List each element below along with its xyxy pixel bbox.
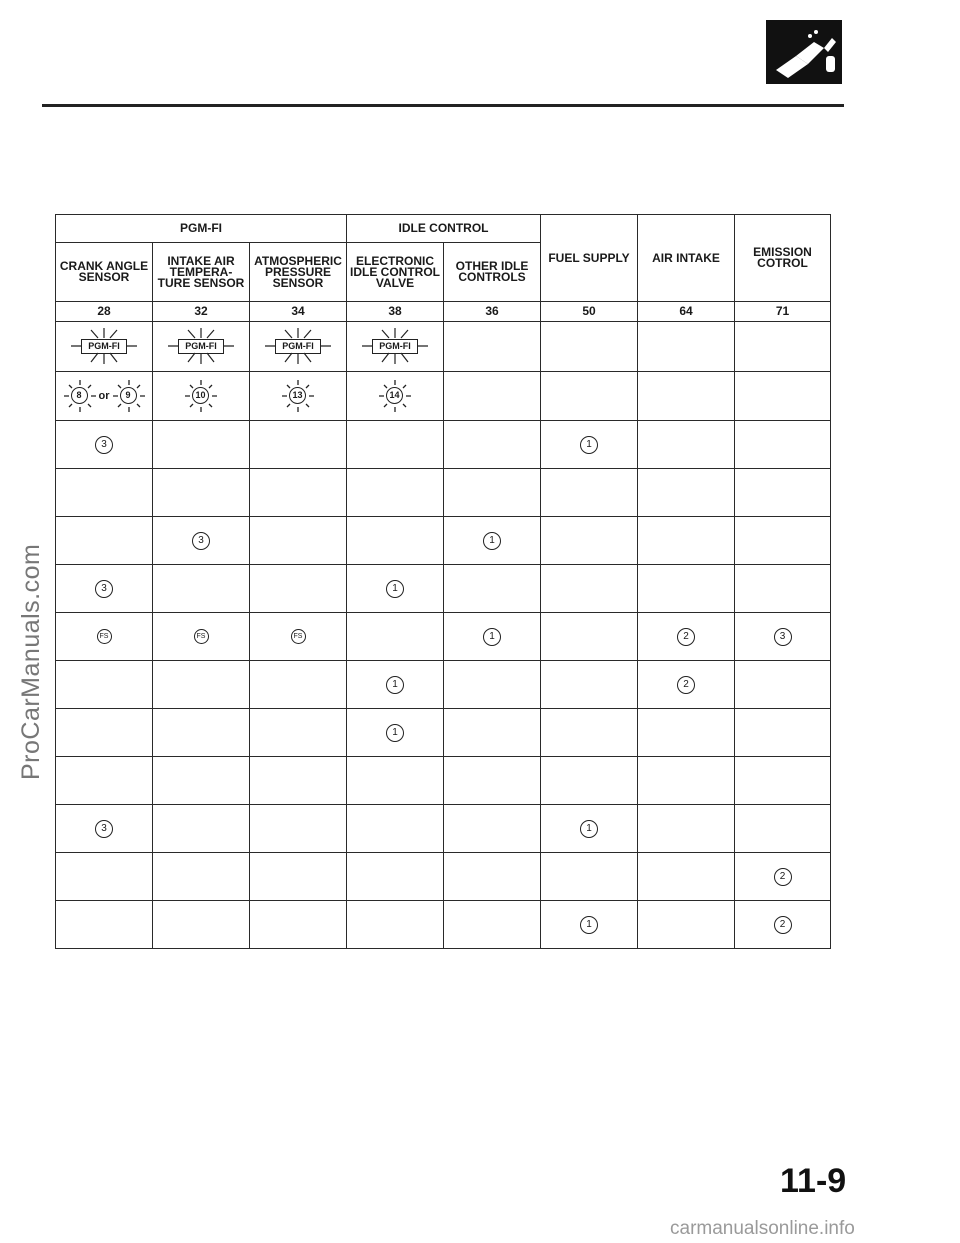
blink-code-icon: 13 bbox=[280, 378, 316, 414]
pgm-fi-indicator: PGM-FI bbox=[56, 322, 153, 372]
blink-code-icon: 9 bbox=[111, 378, 147, 414]
header-air-intake: AIR INTAKE bbox=[638, 215, 735, 302]
page-ref: 71 bbox=[735, 302, 831, 322]
troubleshooting-table bbox=[55, 214, 831, 949]
blink-code-icon: 10 bbox=[183, 378, 219, 414]
priority-1: 1 bbox=[386, 580, 404, 598]
blink-code-icon: 14 bbox=[377, 378, 413, 414]
page-ref: 64 bbox=[638, 302, 735, 322]
page-ref: 50 bbox=[541, 302, 638, 322]
priority-3: 3 bbox=[192, 532, 210, 550]
header-intake-air-temp-sensor: INTAKE AIR TEMPERA- TURE SENSOR bbox=[153, 243, 250, 302]
priority-3: 3 bbox=[95, 580, 113, 598]
priority-1: 1 bbox=[580, 820, 598, 838]
code-cell: 8 or 9 bbox=[56, 372, 153, 421]
fail-safe-mark: FS bbox=[194, 629, 209, 644]
page-ref: 28 bbox=[56, 302, 153, 322]
footer-url: carmanualsonline.info bbox=[670, 1218, 855, 1239]
priority-1: 1 bbox=[580, 436, 598, 454]
page-ref: 32 bbox=[153, 302, 250, 322]
priority-3: 3 bbox=[774, 628, 792, 646]
priority-1: 1 bbox=[386, 676, 404, 694]
header-atmospheric-pressure-sensor: ATMOSPHERIC PRESSURE SENSOR bbox=[250, 243, 347, 302]
priority-1: 1 bbox=[580, 916, 598, 934]
header-fuel-supply: FUEL SUPPLY bbox=[541, 215, 638, 302]
fuel-nozzle-icon bbox=[766, 20, 842, 84]
fail-safe-mark: FS bbox=[291, 629, 306, 644]
priority-3: 3 bbox=[95, 436, 113, 454]
watermark: ProCarManuals.com bbox=[17, 543, 45, 780]
pgm-fi-indicator: PGM-FI bbox=[347, 322, 444, 372]
code-cell bbox=[347, 372, 444, 421]
header-emission-control: EMISSION COTROL bbox=[735, 215, 831, 302]
priority-2: 2 bbox=[774, 868, 792, 886]
priority-2: 2 bbox=[677, 628, 695, 646]
code-cell bbox=[250, 372, 347, 421]
page-number: 11-9 bbox=[780, 1162, 847, 1200]
priority-1: 1 bbox=[483, 628, 501, 646]
header-pgm-fi: PGM-FI bbox=[56, 215, 347, 243]
header-rule bbox=[42, 104, 844, 107]
code-cell bbox=[153, 372, 250, 421]
header-electronic-idle-control-valve: ELECTRONIC IDLE CONTROL VALVE bbox=[347, 243, 444, 302]
blink-code-icon: 8 bbox=[62, 378, 98, 414]
priority-2: 2 bbox=[774, 916, 792, 934]
pgm-fi-indicator: PGM-FI bbox=[250, 322, 347, 372]
page-ref: 36 bbox=[444, 302, 541, 322]
pgm-fi-indicator: PGM-FI bbox=[153, 322, 250, 372]
fail-safe-mark: FS bbox=[97, 629, 112, 644]
priority-3: 3 bbox=[95, 820, 113, 838]
priority-1: 1 bbox=[386, 724, 404, 742]
header-other-idle-controls: OTHER IDLE CONTROLS bbox=[444, 243, 541, 302]
header-crank-angle-sensor: CRANK ANGLE SENSOR bbox=[56, 243, 153, 302]
header-idle-control: IDLE CONTROL bbox=[347, 215, 541, 243]
page-ref: 34 bbox=[250, 302, 347, 322]
priority-2: 2 bbox=[677, 676, 695, 694]
page-ref: 38 bbox=[347, 302, 444, 322]
priority-1: 1 bbox=[483, 532, 501, 550]
